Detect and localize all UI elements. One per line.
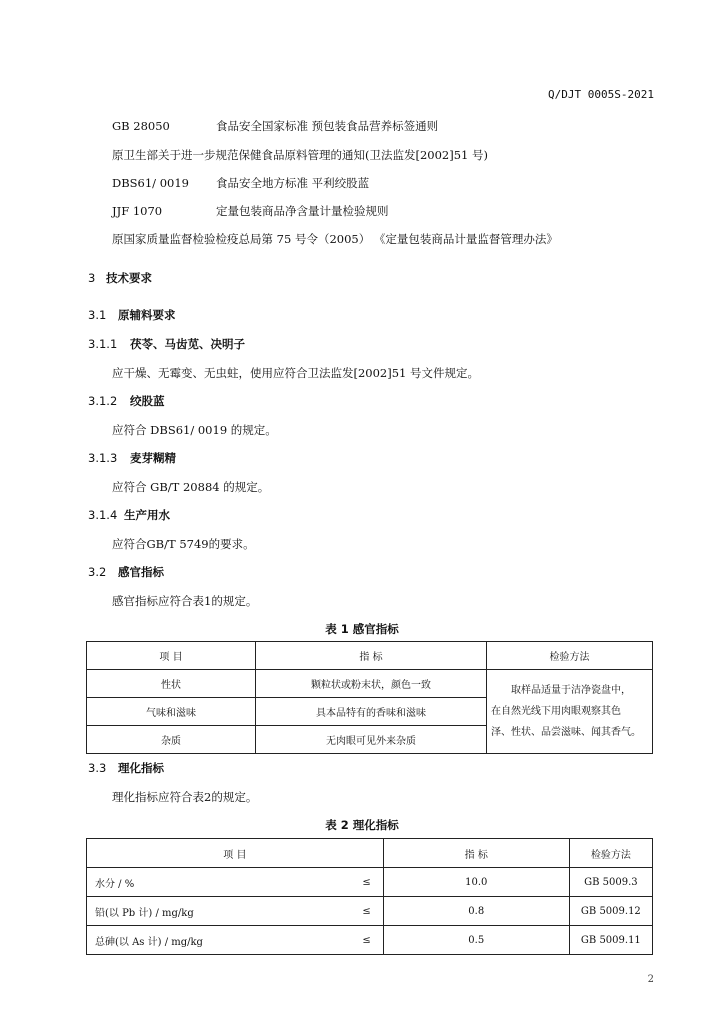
section-heading-3-1-1 [88,336,245,352]
paragraph: 理化指标应符合表2的规定。 [112,790,258,804]
table-header: 项 目 [87,839,384,868]
section-number: 3.1.2 [88,394,118,408]
table-cell: GB 5009.11 [569,926,652,955]
section-title: 绞股蓝 [130,394,165,408]
table-caption: 表 2 理化指标 [325,818,399,832]
section-heading-3-3 [88,760,164,776]
table-cell: 铅(以 Pb 计) / mg/kg [87,897,339,926]
reference-code: DBS61/ 0019 [112,176,189,190]
table-cell: 无肉眼可见外来杂质 [256,726,487,754]
reference-item [112,231,558,247]
table-header: 指 标 [256,642,487,670]
method-line: 在自然光线下用肉眼观察其色 [491,706,621,717]
table-cell: ≤ [338,926,383,955]
section-title: 茯苓、马齿苋、决明子 [130,337,245,351]
paragraph: 感官指标应符合表1的规定。 [112,594,258,608]
section-title: 原辅料要求 [118,308,176,322]
method-line: 泽、性状、品尝滋味、闻其香气。 [491,727,641,738]
section-heading-3-2 [88,564,164,580]
table-cell: 10.0 [383,868,569,897]
table-cell: 具本品特有的香味和滋味 [256,698,487,726]
section-number: 3.1.3 [88,451,118,465]
reference-item [112,175,369,191]
table-row [87,868,653,897]
paragraph: 应符合 DBS61/ 0019 的规定。 [112,423,277,437]
table-cell: 杂质 [87,726,256,754]
section-title: 理化指标 [118,761,164,775]
table-row [87,897,653,926]
table-cell: 总砷(以 As 计) / mg/kg [87,926,339,955]
reference-item [112,118,438,134]
paragraph: 应符合GB/T 5749的要求。 [112,537,255,551]
reference-title: 食品安全地方标准 平利绞股蓝 [216,176,370,190]
section-heading-3-1 [88,307,176,323]
section-heading-3-1-4 [88,507,170,523]
table-cell: 颗粒状或粉末状，颜色一致 [256,670,487,698]
page-number: 2 [647,974,654,985]
section-number: 3.1.1 [88,337,118,351]
reference-title: 定量包装商品净含量计量检验规则 [216,204,389,218]
section-title: 麦芽糊精 [130,451,176,465]
table-cell: ≤ [338,868,383,897]
section-number: 3.1.4 [88,508,118,522]
section-number: 3.1 [88,308,107,322]
paragraph: 应干燥、无霉变、无虫蛀，使用应符合卫法监发[2002]51 号文件规定。 [112,366,480,380]
table-header: 项 目 [87,642,256,670]
table-cell: 气味和滋味 [87,698,256,726]
table-cell: ≤ [338,897,383,926]
section-heading-3 [88,270,152,286]
table-header: 检验方法 [569,839,652,868]
table-cell: 0.8 [383,897,569,926]
table-cell: 水分 / % [87,868,339,897]
table-cell: 性状 [87,670,256,698]
section-title: 感官指标 [118,565,164,579]
paragraph: 应符合 GB/T 20884 的规定。 [112,480,270,494]
reference-title: 原卫生部关于进一步规范保健食品原料管理的通知(卫法监发[2002]51 号) [112,148,488,162]
section-title: 生产用水 [124,508,170,522]
section-number: 3.3 [88,761,107,775]
table-cell: GB 5009.12 [569,897,652,926]
reference-item [112,203,389,219]
sensory-table [86,641,653,754]
reference-title: 原国家质量监督检验检疫总局第 75 号令（2005） 《定量包装商品计量监督管理办法》 [112,232,558,246]
table-header: 指 标 [383,839,569,868]
reference-title: 食品安全国家标准 预包装食品营养标签通则 [216,119,439,133]
reference-code: JJF 1070 [112,204,163,218]
table-cell: 0.5 [383,926,569,955]
section-number: 3.2 [88,565,107,579]
reference-item [112,147,488,163]
reference-code: GB 28050 [112,119,170,133]
section-heading-3-1-3 [88,450,176,466]
table-header: 检验方法 [487,642,653,670]
method-line: 取样品适量于洁净瓷盘中， [511,685,631,696]
table-caption: 表 1 感官指标 [325,622,399,636]
section-title: 技术要求 [106,271,152,285]
table-row [87,670,653,698]
table-row [87,926,653,955]
section-heading-3-1-2 [88,393,165,409]
section-number: 3 [88,271,96,285]
table-cell: GB 5009.3 [569,868,652,897]
method-cell [487,670,653,754]
document-code: Q/DJT 0005S-2021 [548,88,654,101]
physicochemical-table [86,838,653,955]
